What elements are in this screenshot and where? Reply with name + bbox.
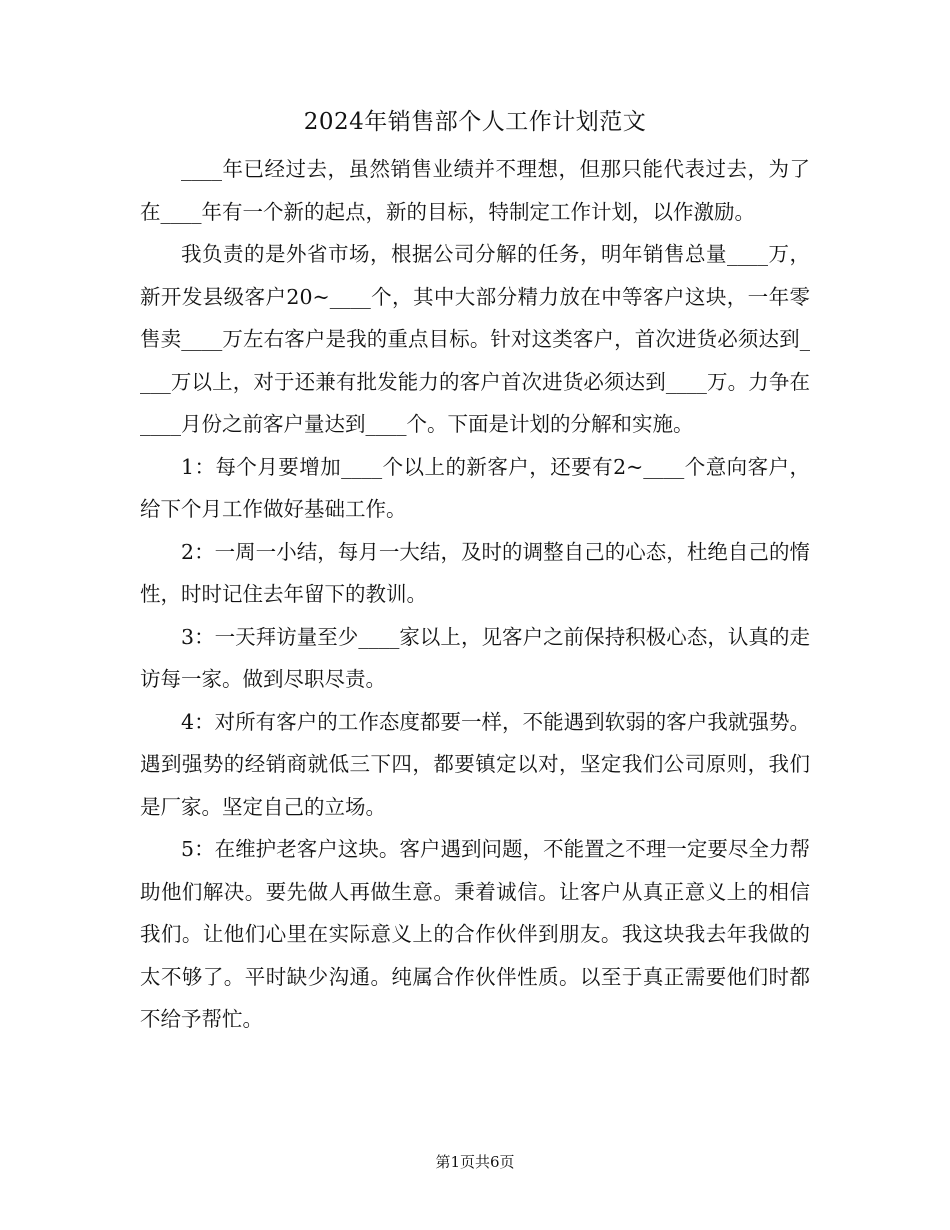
paragraph-item-3: 3：一天拜访量至少____家以上，见客户之前保持积极心态，认真的走访每一家。做到尽职尽责。 xyxy=(140,624,810,691)
paragraph-market-targets: 我负责的是外省市场，根据公司分解的任务，明年销售总量____万，新开发县级客户20~____个，其中大部分精力放在中等客户这块，一年零售卖____万左右客户是我的重点目标。针对这类客户，首次进货必须达到____万以上，对于还兼有批发能力的客户首次进货必须达到____万。力争在____月份之前客户量达到____个。下面是计划的分解和实施。 xyxy=(140,242,810,436)
paragraph-intro: ____年已经过去，虽然销售业绩并不理想，但那只能代表过去，为了在____年有一个新的起点，新的目标，特制定工作计划，以作激励。 xyxy=(140,157,810,224)
paragraph-item-5: 5：在维护老客户这块。客户遇到问题，不能置之不理一定要尽全力帮助他们解决。要先做人再做生意。秉着诚信。让客户从真正意义上的相信我们。让他们心里在实际意义上的合作伙伴到朋友。我这块我去年我做的太不够了。平时缺少沟通。纯属合作伙伴性质。以至于真正需要他们时都不给予帮忙。 xyxy=(140,837,810,1031)
document-title: 2024年销售部个人工作计划范文 xyxy=(303,109,647,135)
paragraph-item-1: 1：每个月要增加____个以上的新客户，还要有2~____个意向客户，给下个月工作做好基础工作。 xyxy=(140,454,810,521)
document-body xyxy=(140,148,810,1041)
paragraph-item-4: 4：对所有客户的工作态度都要一样，不能遇到软弱的客户我就强势。遇到强势的经销商就低三下四，都要镇定以对，坚定我们公司原则，我们是厂家。坚定自己的立场。 xyxy=(140,709,810,819)
paragraph-item-2: 2：一周一小结，每月一大结，及时的调整自己的心态，杜绝自己的惰性，时时记住去年留下的教训。 xyxy=(140,539,810,606)
page-number-footer: 第1页共6页 xyxy=(435,1153,515,1171)
